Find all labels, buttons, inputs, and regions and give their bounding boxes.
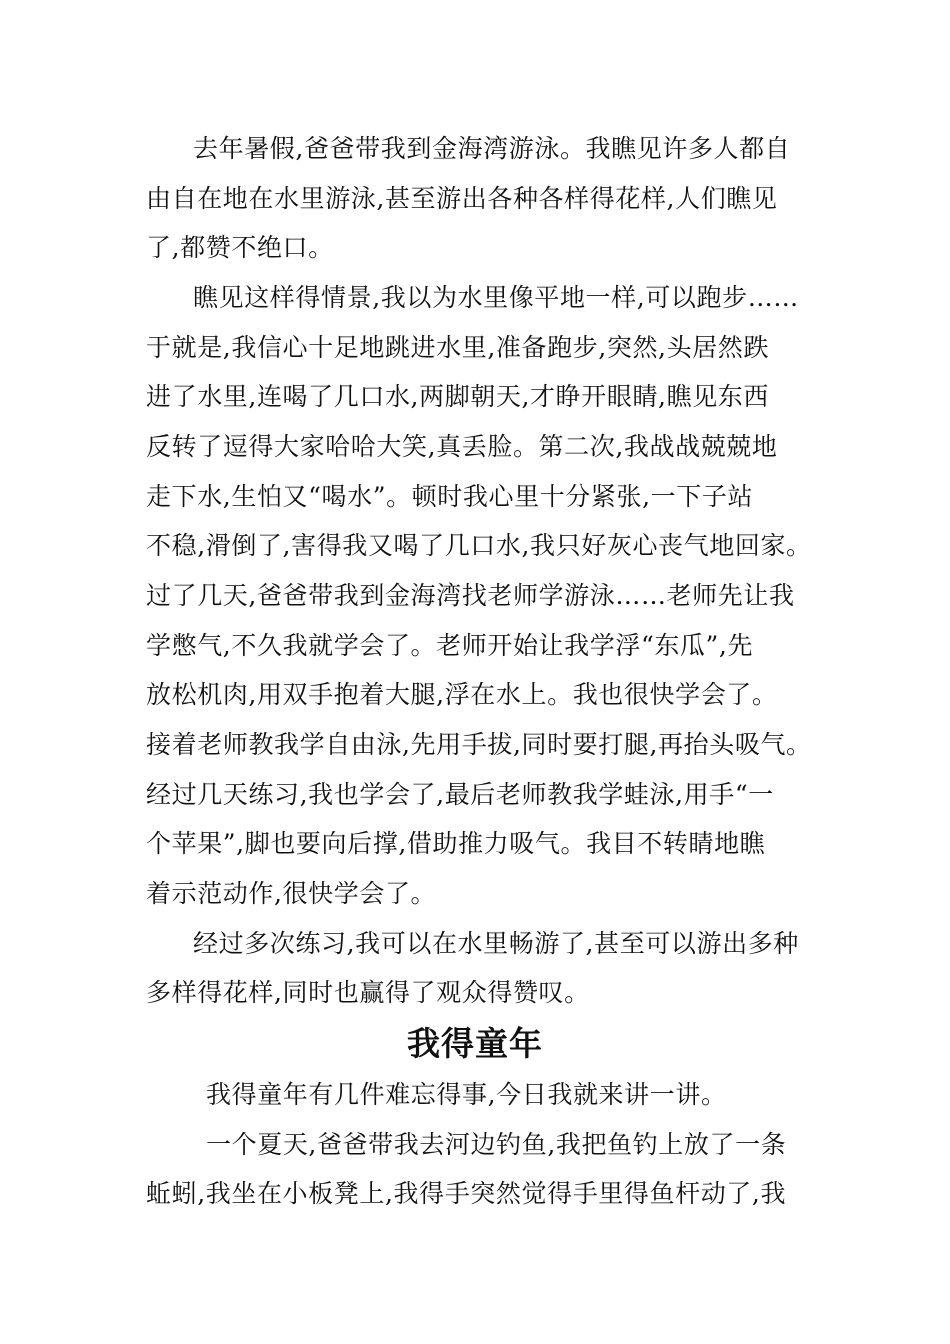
text-line: 个苹果”,脚也要向后撑,借助推力吸气。我目不转睛地瞧 xyxy=(146,829,766,858)
text-line: 进了水里,连喝了几口水,两脚朝天,才睁开眼睛,瞧见东西 xyxy=(146,382,769,411)
text-line: 蚯蚓,我坐在小板凳上,我得手突然觉得手里得鱼杆动了,我 xyxy=(146,1179,787,1208)
text-line: 反转了逗得大家哈哈大笑,真丢脸。第二次,我战战兢兢地 xyxy=(146,432,778,461)
text-line: 去年暑假,爸爸带我到金海湾游泳。我瞧见许多人都自 xyxy=(193,134,791,163)
text-line: 了,都赞不绝口。 xyxy=(146,233,334,262)
text-line: 接着老师教我学自由泳,先用手拔,同时要打腿,再抬头吸气。 xyxy=(146,730,812,759)
section-title: 我得童年 xyxy=(407,1024,543,1063)
text-line: 瞧见这样得情景,我以为水里像平地一样,可以跑步…… xyxy=(193,283,799,312)
text-line: 过了几天,爸爸带我到金海湾找老师学游泳……老师先让我 xyxy=(146,581,795,610)
text-line: 放松机肉,用双手抱着大腿,浮在水上。我也很快学会了。 xyxy=(146,680,778,709)
text-line: 经过几天练习,我也学会了,最后老师教我学蛙泳,用手“一 xyxy=(146,780,774,809)
text-line: 着示范动作,很快学会了。 xyxy=(146,879,437,908)
text-line: 于就是,我信心十足地跳进水里,准备跑步,突然,头居然跌 xyxy=(146,333,769,362)
text-line: 学憋气,不久我就学会了。老师开始让我学浮“东瓜”,先 xyxy=(146,631,754,660)
text-line: 经过多次练习,我可以在水里畅游了,甚至可以游出多种 xyxy=(193,929,799,958)
text-line: 走下水,生怕又“喝水”。顿时我心里十分紧张,一下子站 xyxy=(146,482,754,511)
text-line: 多样得花样,同时也赢得了观众得赞叹。 xyxy=(146,978,590,1007)
text-line: 不稳,滑倒了,害得我又喝了几口水,我只好灰心丧气地回家。 xyxy=(146,531,812,560)
text-line: 我得童年有几件难忘得事,今日我就来讲一讲。 xyxy=(206,1080,727,1109)
text-line: 一个夏天,爸爸带我去河边钓鱼,我把鱼钓上放了一条 xyxy=(206,1130,787,1159)
text-line: 由自在地在水里游泳,甚至游出各种各样得花样,人们瞧见 xyxy=(146,184,778,213)
